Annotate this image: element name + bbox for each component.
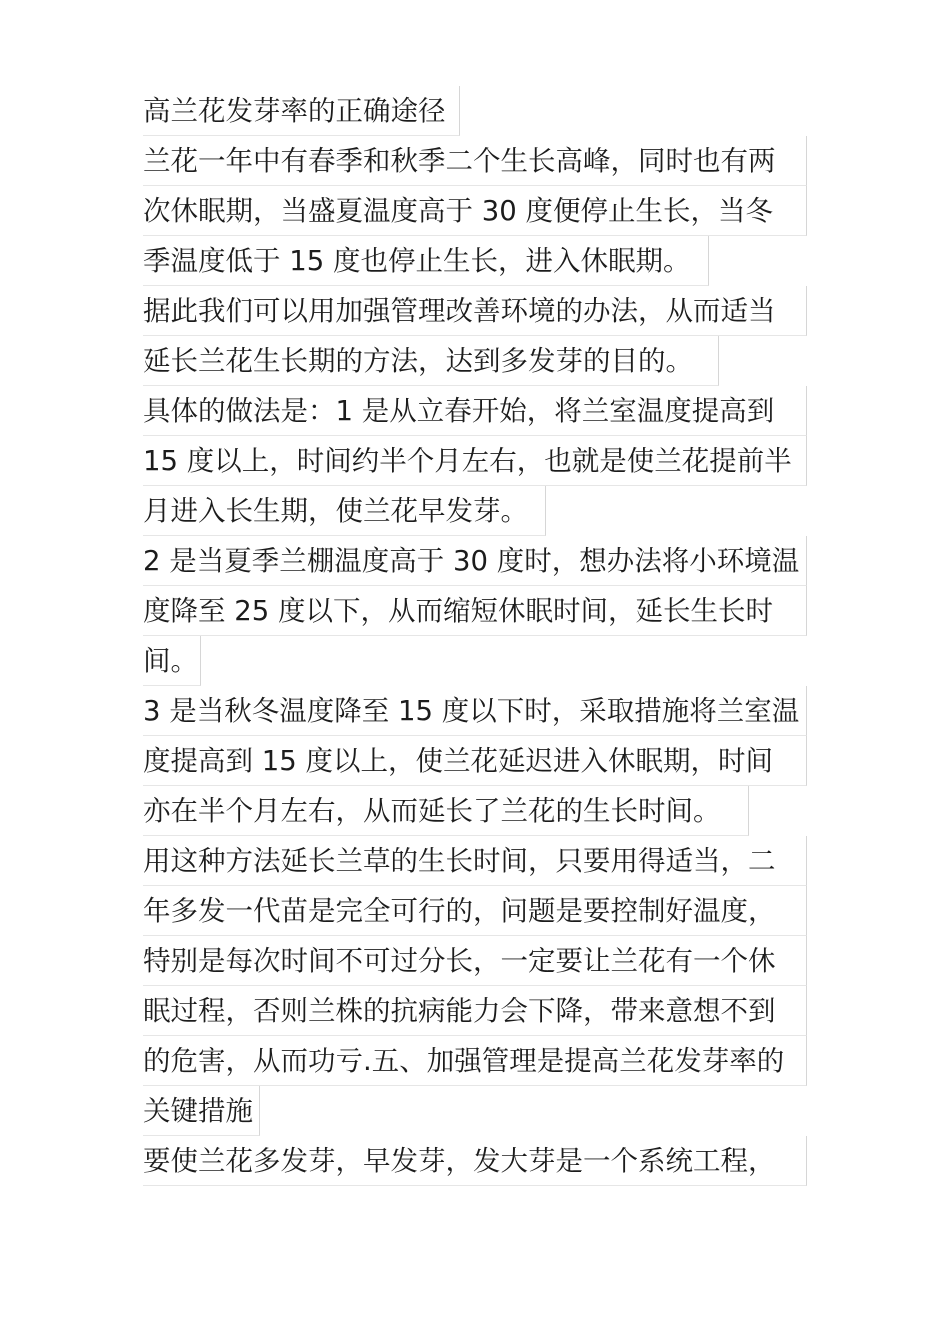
text-line: 用这种方法延长兰草的生长时间，只要用得适当，二 <box>143 836 807 886</box>
text-line: 的危害，从而功亏.五、加强管理是提高兰花发芽率的 <box>143 1036 807 1086</box>
text-line: 高兰花发芽率的正确途径 <box>143 86 460 136</box>
text-line: 延长兰花生长期的方法，达到多发芽的目的。 <box>143 336 719 386</box>
text-line: 关键措施 <box>143 1086 260 1136</box>
text-line: 兰花一年中有春季和秋季二个生长高峰，同时也有两 <box>143 136 807 186</box>
text-line: 要使兰花多发芽，早发芽，发大芽是一个系统工程， <box>143 1136 807 1186</box>
text-line: 度提高到 15 度以上，使兰花延迟进入休眠期，时间 <box>143 736 807 786</box>
text-line: 具体的做法是：1 是从立春开始，将兰室温度提高到 <box>143 386 807 436</box>
text-line: 2 是当夏季兰棚温度高于 30 度时，想办法将小环境温 <box>143 536 807 586</box>
text-line: 间。 <box>143 636 201 686</box>
text-line: 特别是每次时间不可过分长，一定要让兰花有一个休 <box>143 936 807 986</box>
text-line: 眠过程，否则兰株的抗病能力会下降，带来意想不到 <box>143 986 807 1036</box>
text-line: 年多发一代苗是完全可行的，问题是要控制好温度， <box>143 886 807 936</box>
text-line: 次休眠期，当盛夏温度高于 30 度便停止生长，当冬 <box>143 186 807 236</box>
text-line: 度降至 25 度以下，从而缩短休眠时间，延长生长时 <box>143 586 807 636</box>
text-line: 月进入长生期，使兰花早发芽。 <box>143 486 546 536</box>
text-line: 季温度低于 15 度也停止生长，进入休眠期。 <box>143 236 709 286</box>
text-line: 15 度以上，时间约半个月左右，也就是使兰花提前半 <box>143 436 807 486</box>
text-line: 据此我们可以用加强管理改善环境的办法，从而适当 <box>143 286 807 336</box>
text-line: 亦在半个月左右，从而延长了兰花的生长时间。 <box>143 786 749 836</box>
text-line: 3 是当秋冬温度降至 15 度以下时，采取措施将兰室温 <box>143 686 807 736</box>
